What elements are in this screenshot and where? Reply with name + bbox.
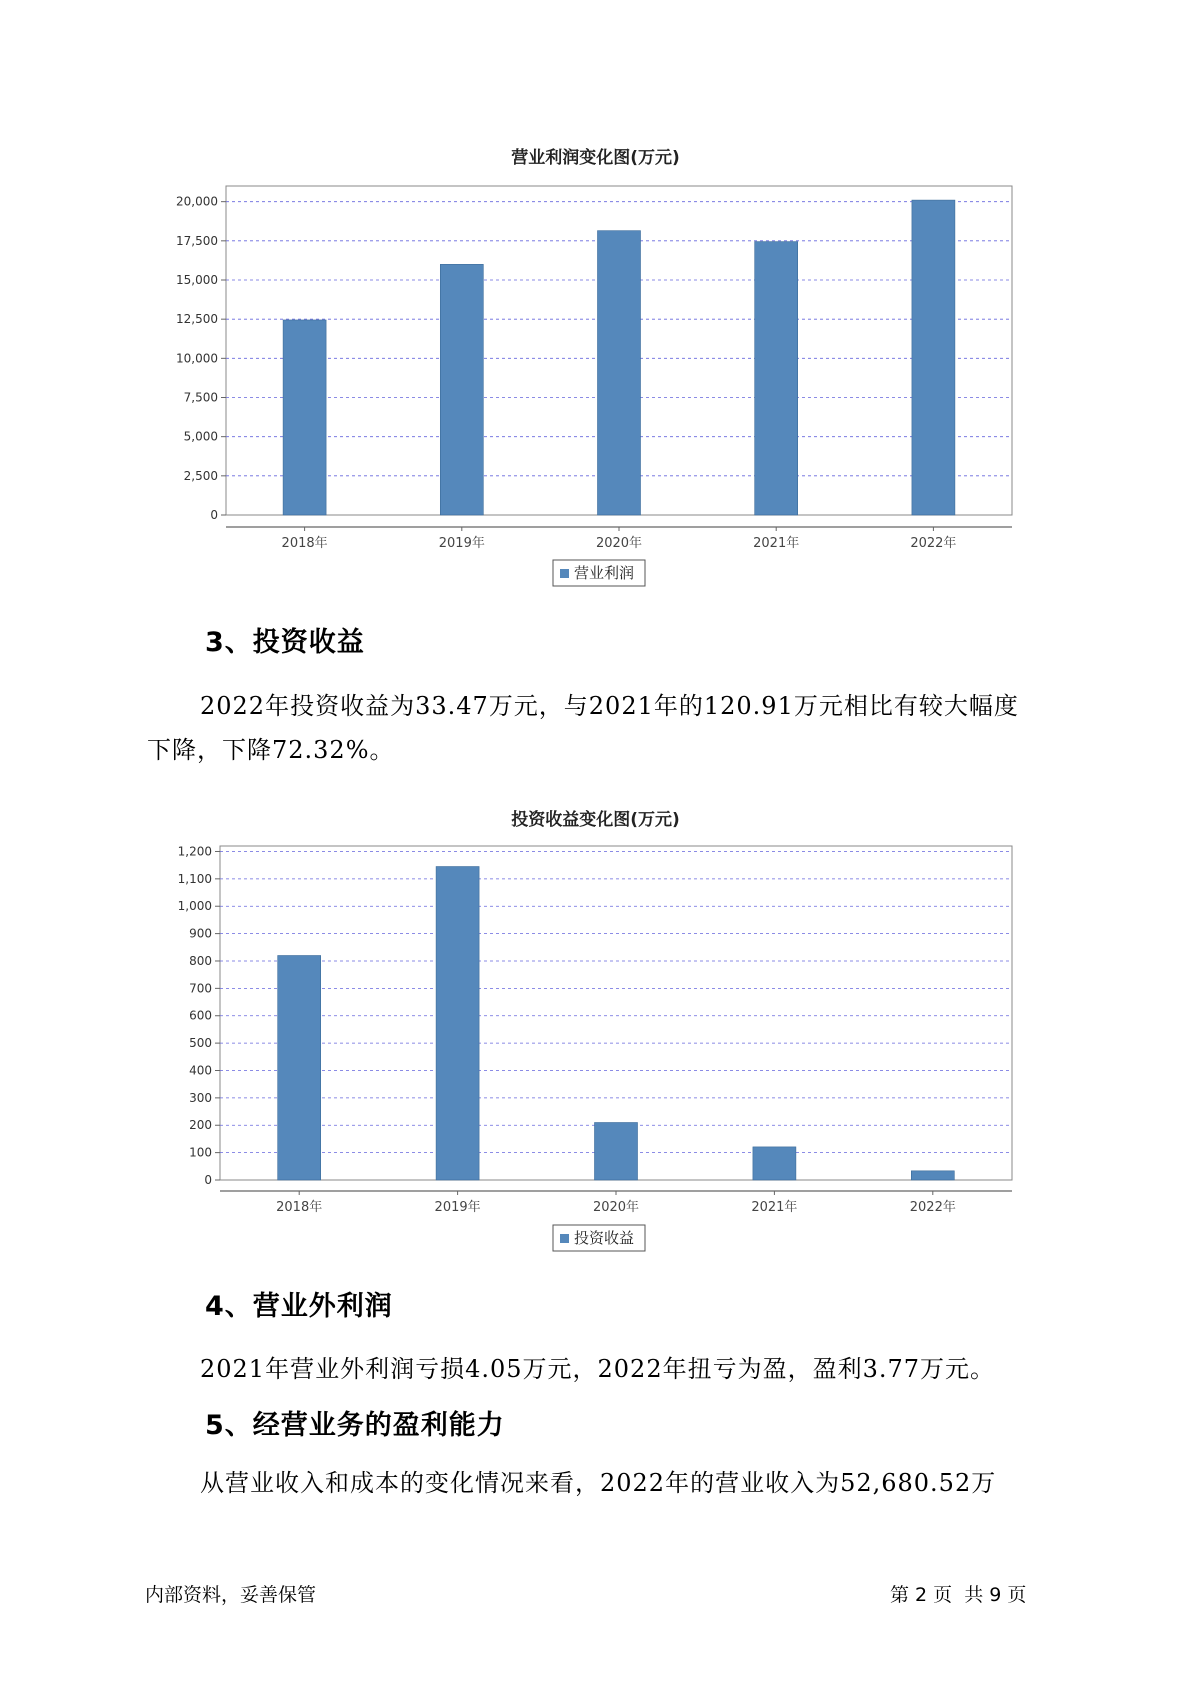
y-tick-label: 800	[189, 953, 212, 968]
y-tick-label: 200	[189, 1118, 212, 1133]
y-tick-label: 7,500	[183, 390, 218, 405]
x-tick-label: 2020年	[595, 536, 643, 551]
legend	[553, 1225, 645, 1251]
x-tick-label: 2018年	[276, 1200, 323, 1215]
bar-2018年	[278, 956, 321, 1180]
bar-2019年	[436, 867, 479, 1180]
x-tick-label: 2018年	[281, 536, 328, 551]
section-5-heading: 5、经营业务的盈利能力	[205, 1410, 505, 1441]
y-tick-label: 20,000	[176, 194, 218, 209]
y-tick-label: 1,000	[177, 899, 212, 914]
section-4-heading: 4、营业外利润	[205, 1291, 393, 1322]
y-tick-label: 0	[210, 508, 218, 522]
y-tick-label: 100	[189, 1145, 212, 1160]
bar-2022年	[911, 1171, 954, 1180]
x-tick-label: 2022年	[910, 536, 957, 551]
y-tick-label: 600	[189, 1008, 212, 1023]
y-tick-label: 5,000	[183, 429, 218, 444]
legend-swatch	[560, 1234, 569, 1243]
y-tick-label: 2,500	[183, 468, 218, 483]
y-tick-label: 10,000	[176, 351, 218, 366]
y-tick-label: 0	[204, 1173, 212, 1187]
x-tick-label: 2021年	[751, 1200, 798, 1215]
y-tick-label: 15,000	[176, 273, 218, 287]
section-5-paragraph: 从营业收入和成本的变化情况来看，2022年的营业收入为52,680.52万	[200, 1469, 997, 1497]
x-tick-label: 2020年	[592, 1200, 640, 1215]
footer-confidential-note: 内部资料，妥善保管	[145, 1584, 317, 1606]
section-3-heading: 3、投资收益	[205, 627, 365, 658]
y-tick-label: 400	[189, 1063, 212, 1078]
y-tick-label: 12,500	[176, 312, 218, 327]
section-3-paragraph-line1: 2022年投资收益为33.47万元，与2021年的120.91万元相比有较大幅度	[200, 692, 1019, 720]
y-tick-label: 500	[189, 1036, 212, 1051]
y-tick-label: 17,500	[176, 233, 218, 248]
y-tick-label: 700	[189, 981, 212, 996]
chart2-title: 投资收益变化图(万元)	[511, 810, 680, 830]
x-tick-label: 2019年	[434, 1200, 481, 1215]
section-4-paragraph: 2021年营业外利润亏损4.05万元，2022年扭亏为盈，盈利3.77万元。	[200, 1355, 996, 1383]
legend-label: 营业利润	[574, 564, 635, 582]
section-3-paragraph-line2: 下降，下降72.32%。	[147, 736, 395, 764]
y-tick-label: 900	[189, 926, 212, 941]
footer-page-number: 第 2 页 共 9 页	[890, 1584, 1027, 1606]
y-tick-label: 1,100	[177, 871, 212, 886]
legend-label: 投资收益	[574, 1229, 635, 1247]
bar-2021年	[753, 1147, 796, 1180]
bar-2020年	[595, 1123, 638, 1180]
x-tick-label: 2019年	[438, 536, 485, 551]
y-tick-label: 1,200	[177, 844, 212, 859]
x-tick-label: 2022年	[909, 1200, 956, 1215]
chart1-title: 营业利润变化图(万元)	[511, 148, 680, 168]
y-tick-label: 300	[189, 1090, 212, 1105]
x-tick-label: 2021年	[753, 536, 800, 551]
